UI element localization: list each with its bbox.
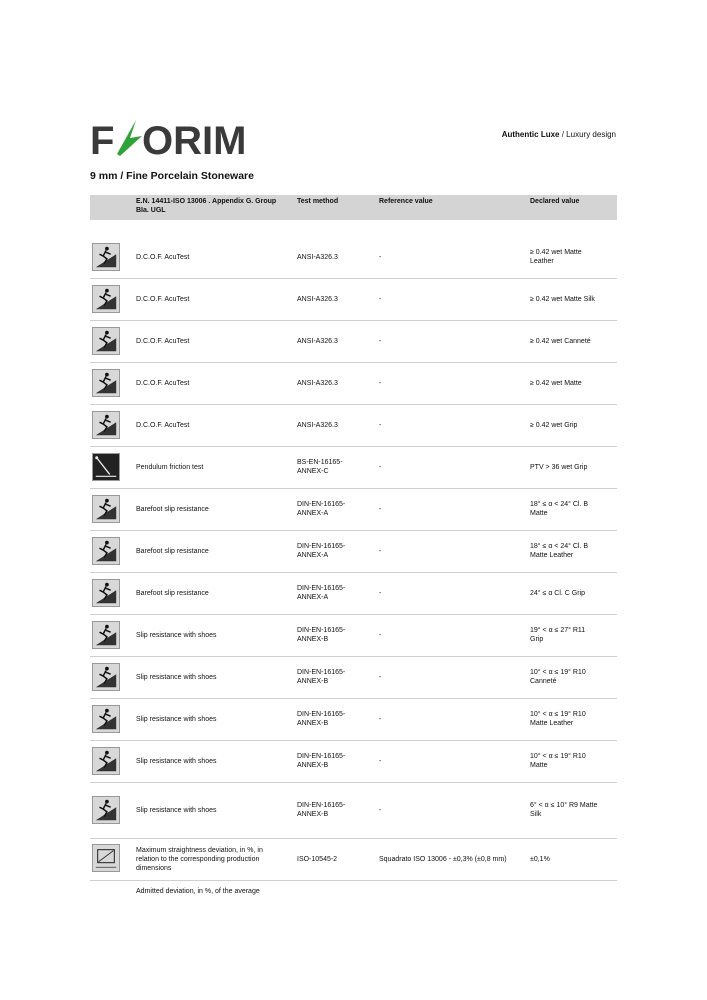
row-test: Slip resistance with shoes	[136, 806, 217, 814]
row-test: D.C.O.F. AcuTest	[136, 253, 190, 261]
row-reference: -	[379, 631, 382, 639]
table-row	[90, 362, 617, 405]
svg-text:F: F	[90, 119, 115, 160]
slip-icon	[92, 327, 120, 355]
svg-text:ORIM: ORIM	[142, 119, 247, 160]
row-test: D.C.O.F. AcuTest	[136, 295, 190, 303]
slip-icon	[92, 663, 120, 691]
row-reference: -	[379, 806, 382, 814]
row-method: DIN-EN-16165-ANNEX-B	[297, 669, 346, 685]
row-reference: -	[379, 253, 382, 261]
collection-name: Authentic Luxe	[501, 130, 560, 139]
row-reference: -	[379, 589, 382, 597]
row-declared: PTV > 36 wet Grip	[530, 463, 588, 471]
row-test: D.C.O.F. AcuTest	[136, 421, 190, 429]
row-reference: -	[379, 715, 382, 723]
row-declared: ≥ 0.42 wet Grip	[530, 421, 578, 429]
slip-icon	[92, 285, 120, 313]
row-declared: ≥ 0.42 wet Canneté	[530, 337, 591, 345]
row-test: D.C.O.F. AcuTest	[136, 337, 190, 345]
row-declared: 19° < α ≤ 27° R11 Grip	[530, 627, 586, 643]
row-declared: 10° < α ≤ 19° R10 Canneté	[530, 669, 586, 685]
slip-icon	[92, 537, 120, 565]
slip-icon	[92, 796, 120, 824]
row-method: ANSI-A326.3	[297, 337, 338, 345]
table-row	[90, 656, 617, 699]
slip-icon	[92, 579, 120, 607]
row-declared: 10° < α ≤ 19° R10 Matte Leather	[530, 711, 586, 727]
row-reference: Squadrato ISO 13006 - ±0,3% (±0,8 mm)	[379, 855, 507, 863]
row-declared: ≥ 0.42 wet Matte Silk	[530, 295, 595, 303]
row-test: Slip resistance with shoes	[136, 631, 217, 639]
row-method: ISO-10545-2	[297, 855, 338, 863]
row-test: Pendulum friction test	[136, 463, 204, 471]
row-declared: 10° < α ≤ 19° R10 Matte	[530, 753, 586, 769]
row-reference: -	[379, 757, 382, 765]
slip-icon	[92, 705, 120, 733]
table-header	[90, 195, 617, 220]
row-declared: ≥ 0.42 wet Matte	[530, 379, 582, 387]
header-reference: Reference value	[379, 198, 433, 205]
row-test: D.C.O.F. AcuTest	[136, 379, 190, 387]
row-test: Slip resistance with shoes	[136, 673, 217, 681]
table-row	[90, 320, 617, 363]
straightness-icon	[92, 844, 120, 872]
table-row	[90, 740, 617, 783]
table-row	[90, 236, 617, 279]
row-declared: 18° ≤ α < 24° Cl. B Matte Leather	[530, 543, 589, 559]
table-row	[90, 446, 617, 489]
slip-icon	[92, 747, 120, 775]
row-test: Barefoot slip resistance	[136, 589, 209, 597]
header-declared: Declared value	[530, 198, 580, 205]
row-method: DIN-EN-16165-ANNEX-A	[297, 501, 346, 517]
header-method: Test method	[297, 198, 339, 205]
row-method: BS-EN-16165-ANNEX-C	[297, 459, 343, 475]
row-reference: -	[379, 463, 382, 471]
row-declared: ±0,1%	[530, 855, 550, 863]
table-row	[90, 614, 617, 657]
row-reference: -	[379, 337, 382, 345]
pendulum-icon	[92, 453, 120, 481]
row-method: ANSI-A326.3	[297, 295, 338, 303]
table-row	[90, 698, 617, 741]
row-test: Slip resistance with shoes	[136, 715, 217, 723]
row-declared: 18° ≤ α < 24° Cl. B Matte	[530, 501, 589, 517]
row-method: ANSI-A326.3	[297, 253, 338, 261]
row-declared: ≥ 0.42 wet Matte Leather	[530, 249, 582, 265]
table-row	[90, 782, 617, 839]
row-reference: -	[379, 379, 382, 387]
footnote: Admitted deviation, in %, of the average	[136, 888, 260, 895]
row-reference: -	[379, 547, 382, 555]
row-method: ANSI-A326.3	[297, 379, 338, 387]
table-row	[90, 488, 617, 531]
table-row	[90, 838, 617, 881]
slip-icon	[92, 243, 120, 271]
header-standard: E.N. 14411-ISO 13006 . Appendix G. Group BIa. UGL	[136, 198, 277, 214]
row-method: ANSI-A326.3	[297, 421, 338, 429]
row-method: DIN-EN-16165-ANNEX-B	[297, 802, 346, 818]
table-row	[90, 278, 617, 321]
row-test: Barefoot slip resistance	[136, 547, 209, 555]
row-declared: 24° ≤ α Cl. C Grip	[530, 589, 586, 597]
row-method: DIN-EN-16165-ANNEX-A	[297, 585, 346, 601]
row-reference: -	[379, 505, 382, 513]
slip-icon	[92, 369, 120, 397]
row-method: DIN-EN-16165-ANNEX-B	[297, 627, 346, 643]
product-title: 9 mm / Fine Porcelain Stoneware	[90, 170, 254, 182]
row-reference: -	[379, 421, 382, 429]
florim-logo	[90, 110, 265, 160]
row-test: Slip resistance with shoes	[136, 757, 217, 765]
row-declared: 6° < α ≤ 10° R9 Matte Silk	[530, 802, 598, 818]
slip-icon	[92, 495, 120, 523]
row-method: DIN-EN-16165-ANNEX-B	[297, 711, 346, 727]
row-test: Maximum straightness deviation, in %, in relation to the corresponding production dimensions	[136, 846, 263, 872]
row-reference: -	[379, 295, 382, 303]
table-row	[90, 530, 617, 573]
row-method: DIN-EN-16165-ANNEX-A	[297, 543, 346, 559]
collection-suffix: / Luxury design	[561, 130, 616, 139]
row-test: Barefoot slip resistance	[136, 505, 209, 513]
slip-icon	[92, 621, 120, 649]
collection-label	[502, 130, 616, 139]
row-reference: -	[379, 673, 382, 681]
row-method: DIN-EN-16165-ANNEX-B	[297, 753, 346, 769]
slip-icon	[92, 411, 120, 439]
table-row	[90, 404, 617, 447]
table-row	[90, 572, 617, 615]
